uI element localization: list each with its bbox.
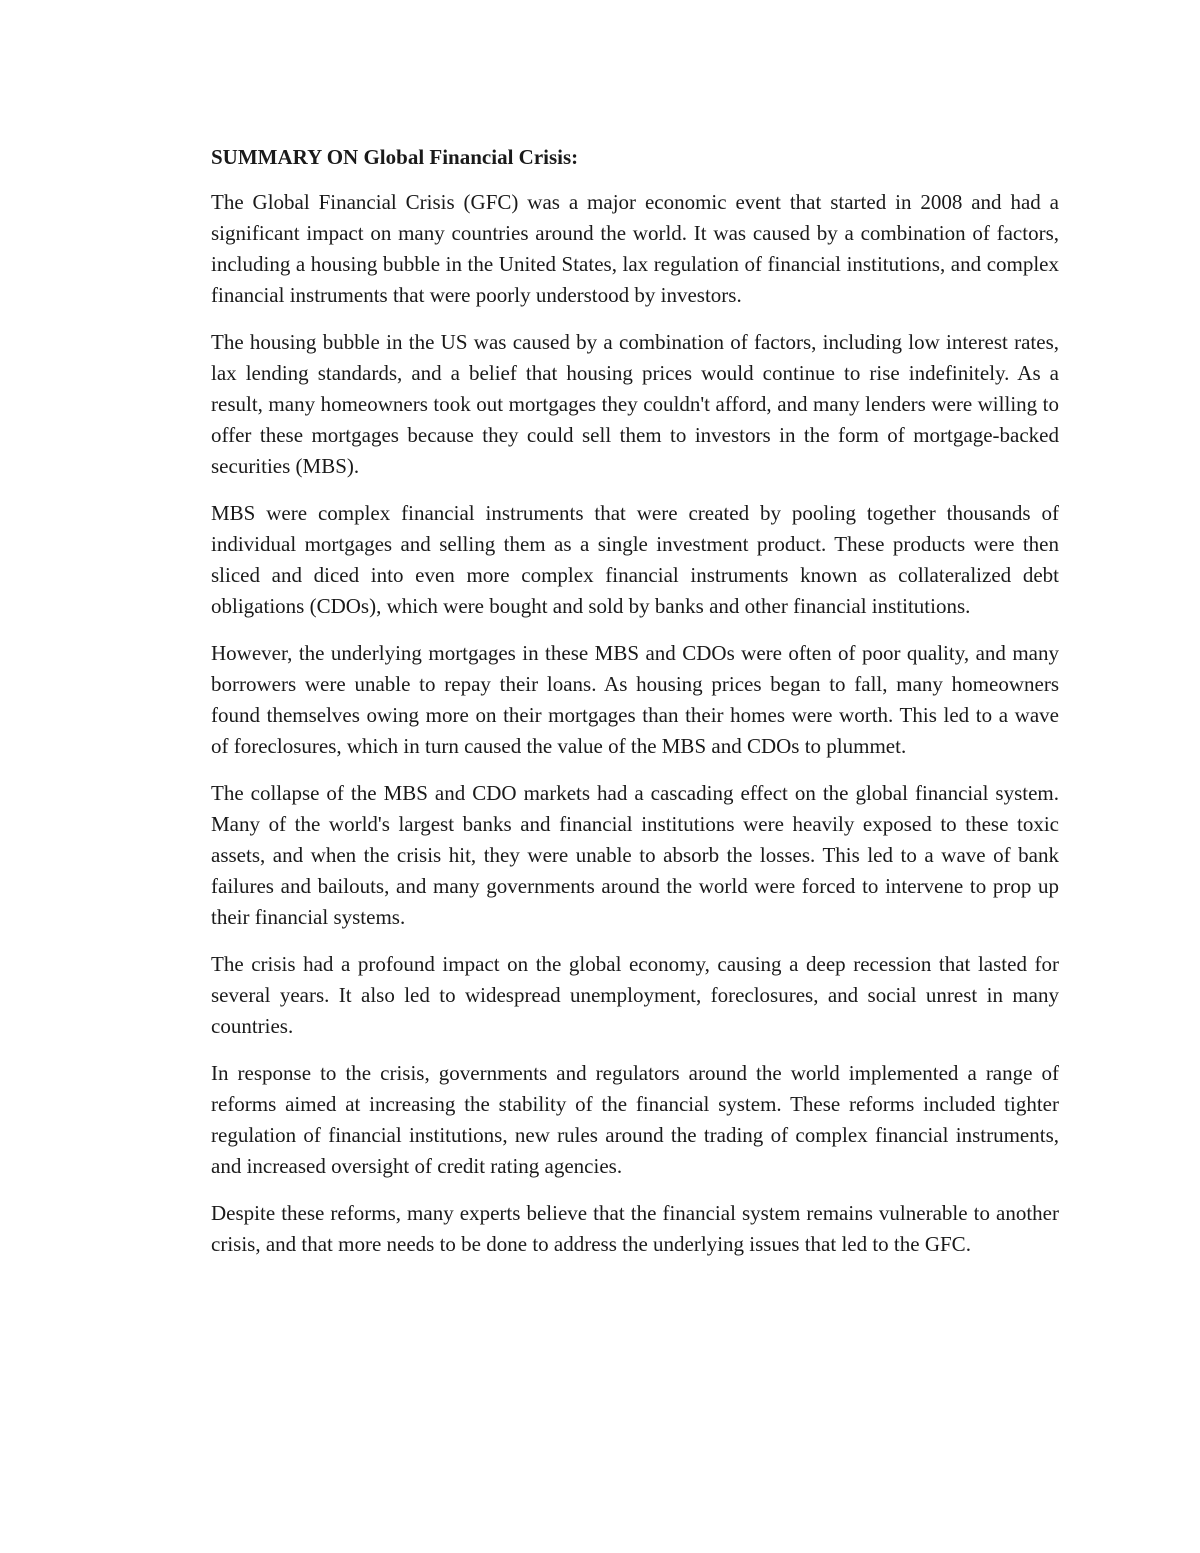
- paragraph: MBS were complex financial instruments that were created by pooling together thousands of individual mortgages and selling them as a single investment product. These products were then sliced and diced into even more complex financial instruments known as collateralized debt obligations (CDOs), which were bought and sold by banks and other financial institutions.: [211, 501, 1059, 618]
- paragraph: The housing bubble in the US was caused by a combination of factors, including low interest rates, lax lending standards, and a belief that housing prices would continue to rise indefinitely. As a result, many homeowners took out mortgages they couldn't afford, and many lenders were willing to offer these mortgages because they could sell them to investors in the form of mortgage-backed securities (MBS).: [211, 330, 1059, 478]
- paragraph: Despite these reforms, many experts believe that the financial system remains vulnerable to another crisis, and that more needs to be done to address the underlying issues that led to the GFC.: [211, 1201, 1059, 1256]
- paragraph: However, the underlying mortgages in these MBS and CDOs were often of poor quality, and many borrowers were unable to repay their loans. As housing prices began to fall, many homeowners found themselves owing more on their mortgages than their homes were worth. This led to a wave of foreclosures, which in turn caused the value of the MBS and CDOs to plummet.: [211, 641, 1059, 758]
- document-title: SUMMARY ON Global Financial Crisis:: [211, 145, 579, 169]
- paragraph: The crisis had a profound impact on the global economy, causing a deep recession that lasted for several years. It also led to widespread unemployment, foreclosures, and social unrest in many countries.: [211, 952, 1059, 1038]
- paragraph: The Global Financial Crisis (GFC) was a major economic event that started in 2008 and had a significant impact on many countries around the world. It was caused by a combination of factors, including a housing bubble in the United States, lax regulation of financial institutions, and complex financial instruments that were poorly understood by investors.: [211, 190, 1059, 307]
- paragraph: The collapse of the MBS and CDO markets had a cascading effect on the global financial system. Many of the world's largest banks and financial institutions were heavily exposed to these toxic assets, and when the crisis hit, they were unable to absorb the losses. This led to a wave of bank failures and bailouts, and many governments around the world were forced to intervene to prop up their financial systems.: [211, 781, 1059, 929]
- document-body: [211, 142, 1059, 1276]
- paragraph: In response to the crisis, governments and regulators around the world implemented a range of reforms aimed at increasing the stability of the financial system. These reforms included tighter regulation of financial institutions, new rules around the trading of complex financial instruments, and increased oversight of credit rating agencies.: [211, 1061, 1059, 1178]
